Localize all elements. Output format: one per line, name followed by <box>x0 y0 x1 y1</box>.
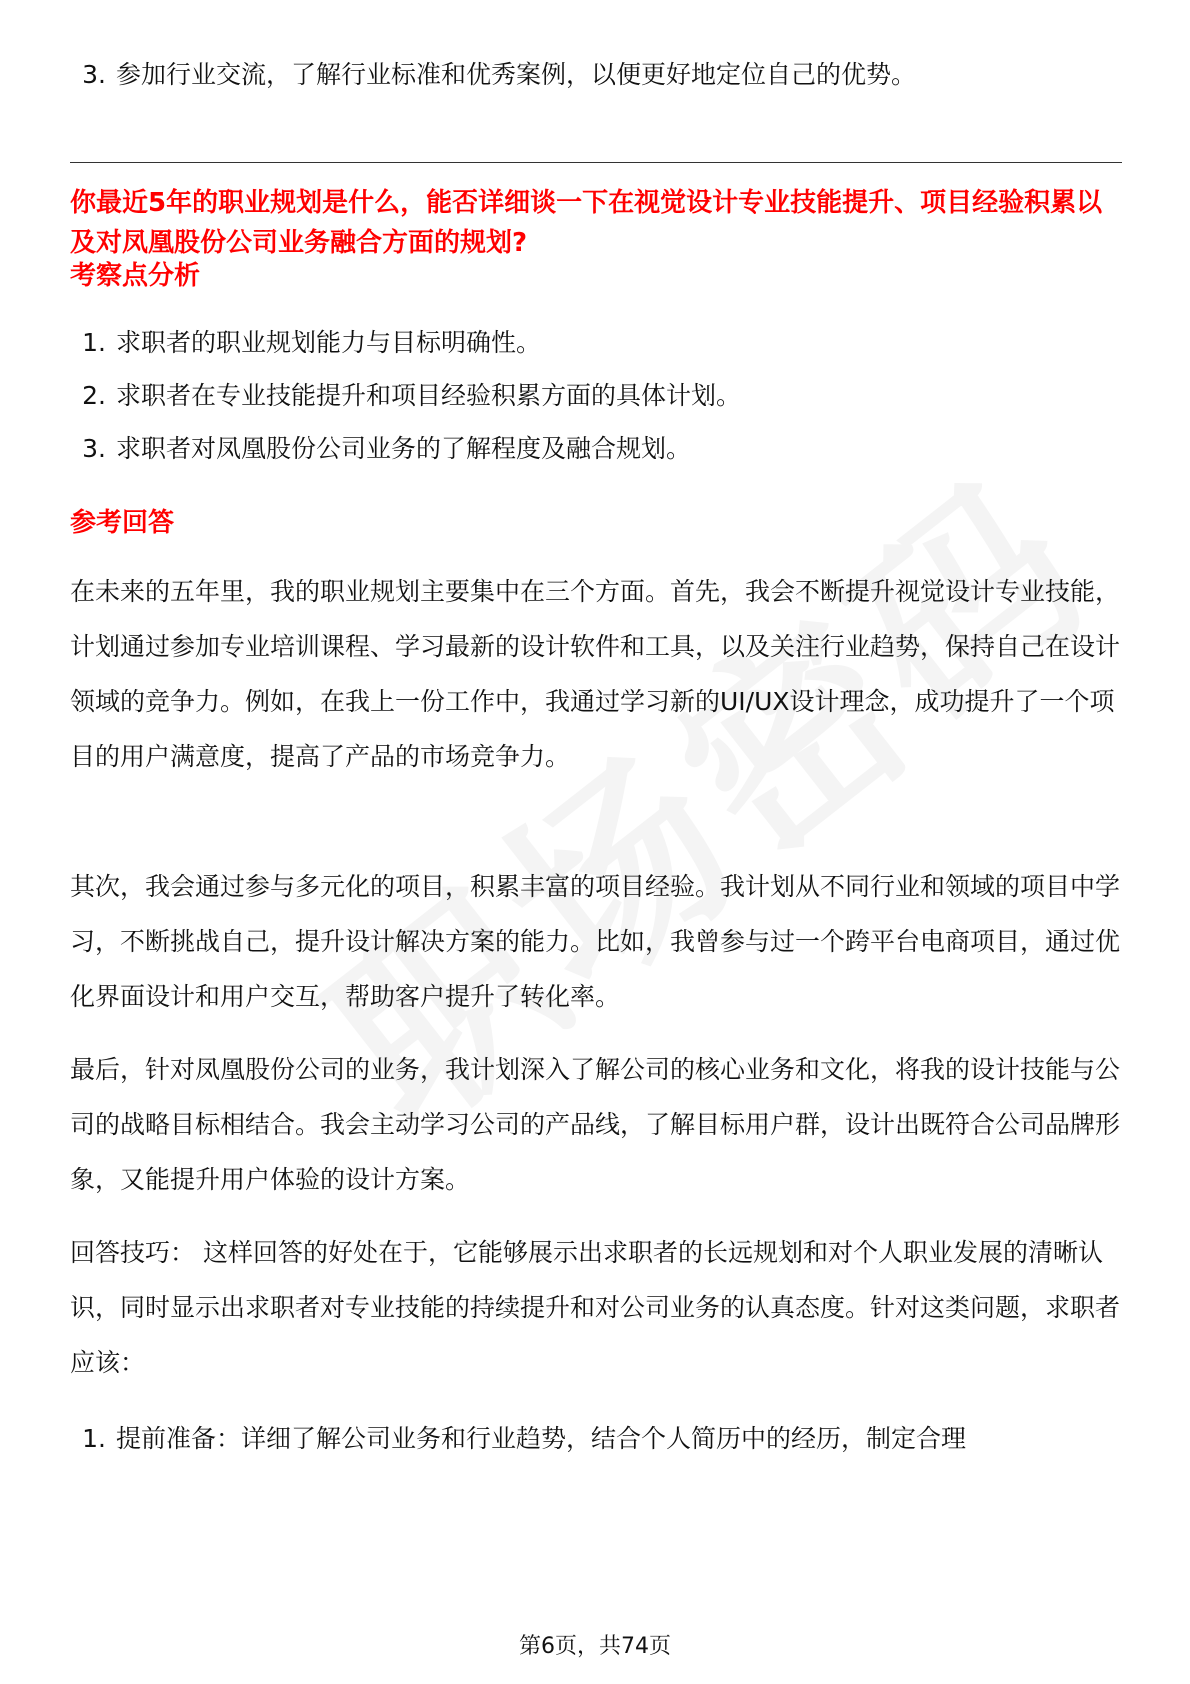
divider <box>70 162 1122 163</box>
list-item-number: 1. <box>82 1424 106 1453</box>
analysis-title: 考察点分析 <box>70 261 201 291</box>
list-item-number: 2. <box>82 381 106 410</box>
list-item <box>70 379 1120 413</box>
list-item-text: 求职者的职业规划能力与目标明确性。 <box>116 328 542 357</box>
list-item-number: 3. <box>82 60 106 89</box>
answer-paragraph: 最后，针对凤凰股份公司的业务，我计划深入了解公司的核心业务和文化，将我的设计技能与公司的战略目标相结合。我会主动学习公司的产品线，了解目标用户群，设计出既符合公司品牌形象，又能提升用户体验的设计方案。 <box>70 1055 1121 1194</box>
answer-tips-paragraph: 回答技巧： 这样回答的好处在于，它能够展示出求职者的长远规划和对个人职业发展的清晰认识，同时显示出求职者对专业技能的持续提升和对公司业务的认真态度。针对这类问题，求职者应该： <box>70 1238 1121 1377</box>
list-item-text: 提前准备：详细了解公司业务和行业趋势，结合个人简历中的经历，制定合理 <box>116 1424 967 1453</box>
tips-list <box>70 1422 1120 1456</box>
list-item-text: 求职者对凤凰股份公司业务的了解程度及融合规划。 <box>116 434 692 463</box>
list-item <box>70 1422 1120 1456</box>
list-item <box>70 326 1120 360</box>
list-item-text: 求职者在专业技能提升和项目经验积累方面的具体计划。 <box>116 381 742 410</box>
interview-question: 你最近5年的职业规划是什么，能否详细谈一下在视觉设计专业技能提升、项目经验积累以及对凤凰股份公司业务融合方面的规划? <box>70 188 1103 258</box>
analysis-list <box>70 326 1120 466</box>
answer-paragraph: 在未来的五年里，我的职业规划主要集中在三个方面。首先，我会不断提升视觉设计专业技能，计划通过参加专业培训课程、学习最新的设计软件和工具，以及关注行业趋势，保持自己在设计领域的竞争力。例如，在我上一份工作中，我通过学习新的UI/UX设计理念，成功提升了一个项目的用户满意度，提高了产品的市场竞争力。 <box>70 577 1121 771</box>
page-number-footer: 第6页，共74页 <box>519 1634 671 1659</box>
answer-paragraph: 其次，我会通过参与多元化的项目，积累丰富的项目经验。我计划从不同行业和领域的项目中学习，不断挑战自己，提升设计解决方案的能力。比如，我曾参与过一个跨平台电商项目，通过优化界面设计和用户交互，帮助客户提升了转化率。 <box>70 872 1121 1011</box>
list-item-number: 1. <box>82 328 106 357</box>
answer-title: 参考回答 <box>70 508 175 538</box>
list-item-number: 3. <box>82 434 106 463</box>
list-item <box>70 58 1120 92</box>
list-item <box>70 432 1120 466</box>
list-item-text: 参加行业交流，了解行业标准和优秀案例，以便更好地定位自己的优势。 <box>116 60 917 89</box>
top-list <box>70 58 1120 92</box>
